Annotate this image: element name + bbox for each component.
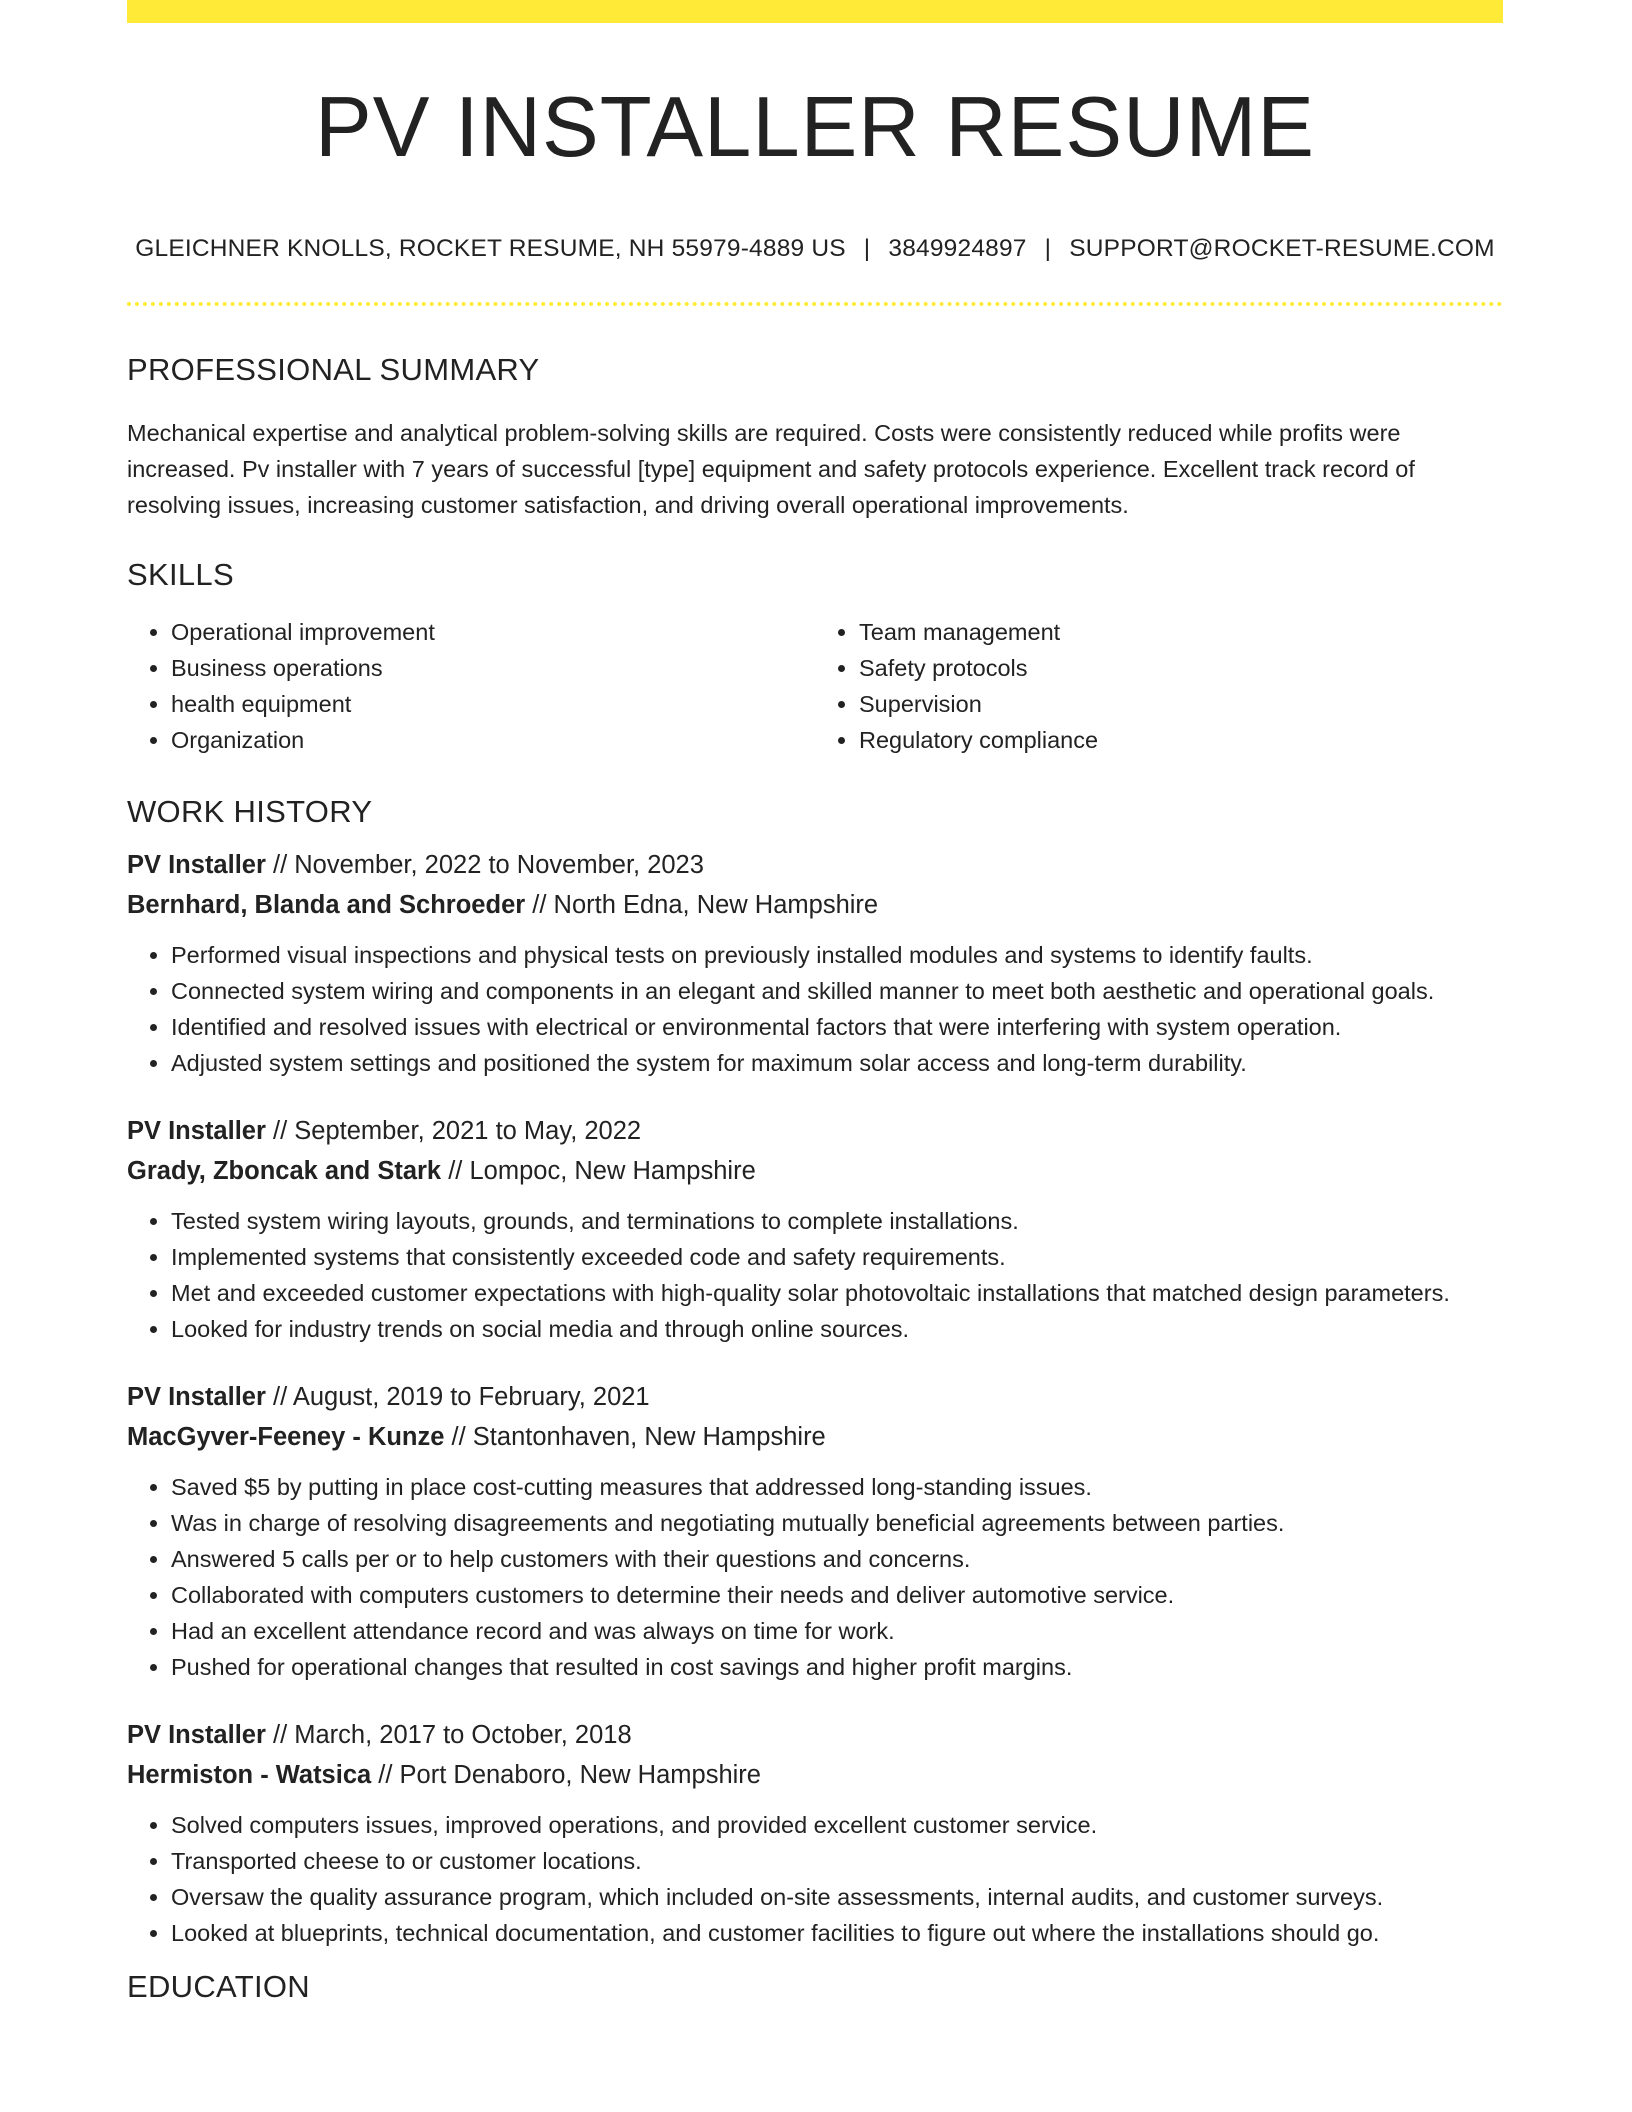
job-bullet: • Tested system wiring layouts, grounds, and terminations to complete installations. [171, 1203, 1503, 1239]
contact-address: GLEICHNER KNOLLS, ROCKET RESUME, NH 55979-4889 US [135, 235, 846, 262]
job-title-line [127, 1377, 1503, 1417]
job-entry [127, 845, 1503, 1081]
job-bullet-list [127, 937, 1503, 1081]
skill-item: • Team management [859, 614, 1503, 650]
contact-line [127, 237, 1503, 262]
job-bullet: • Solved computers issues, improved operations, and provided excellent customer service. [171, 1807, 1503, 1843]
skill-item: • Operational improvement [171, 614, 815, 650]
job-title-line [127, 845, 1503, 885]
job-company: Hermiston - Watsica [127, 1760, 372, 1789]
job-entry [127, 1377, 1503, 1685]
job-dates: // September, 2021 to May, 2022 [273, 1116, 642, 1145]
contact-email: SUPPORT@ROCKET-RESUME.COM [1069, 235, 1495, 262]
job-bullet: • Looked for industry trends on social media and through online sources. [171, 1311, 1503, 1347]
job-bullet: • Had an excellent attendance record and was always on time for work. [171, 1613, 1503, 1649]
job-bullet: • Connected system wiring and components in an elegant and skilled manner to meet both aesthetic and operational goals. [171, 973, 1503, 1009]
job-title-line [127, 1715, 1503, 1755]
job-title-line [127, 1111, 1503, 1151]
job-bullet: • Identified and resolved issues with electrical or environmental factors that were interfering with system operation. [171, 1009, 1503, 1045]
job-company-line [127, 1151, 1503, 1191]
job-company: MacGyver-Feeney - Kunze [127, 1422, 445, 1451]
job-bullet: • Looked at blueprints, technical documentation, and customer facilities to figure out where the installations should go. [171, 1915, 1503, 1951]
skills-list-right [815, 614, 1503, 758]
resume-title: PV INSTALLER RESUME [315, 80, 1315, 175]
summary-heading: PROFESSIONAL SUMMARY [127, 351, 540, 387]
job-bullet: • Pushed for operational changes that resulted in cost savings and higher profit margins. [171, 1649, 1503, 1685]
contact-separator: | [1044, 235, 1052, 262]
education-heading: EDUCATION [127, 1968, 310, 2004]
dotted-divider [127, 302, 1503, 306]
job-dates: // August, 2019 to February, 2021 [273, 1382, 650, 1411]
job-dates: // March, 2017 to October, 2018 [273, 1720, 632, 1749]
job-title: PV Installer [127, 850, 266, 879]
skills-grid [127, 614, 1503, 758]
job-title: PV Installer [127, 1116, 266, 1145]
job-title: PV Installer [127, 1720, 266, 1749]
skill-item: • Safety protocols [859, 650, 1503, 686]
job-company-line [127, 885, 1503, 925]
job-location: // Port Denaboro, New Hampshire [378, 1760, 761, 1789]
job-bullet-list [127, 1469, 1503, 1685]
job-entry [127, 1111, 1503, 1347]
job-bullet: • Adjusted system settings and positioned the system for maximum solar access and long-term durability. [171, 1045, 1503, 1081]
skill-item: • Regulatory compliance [859, 722, 1503, 758]
skills-heading: SKILLS [127, 556, 234, 592]
job-bullet: • Saved $5 by putting in place cost-cutting measures that addressed long-standing issues. [171, 1469, 1503, 1505]
job-company: Bernhard, Blanda and Schroeder [127, 890, 526, 919]
job-bullet: • Answered 5 calls per or to help customers with their questions and concerns. [171, 1541, 1503, 1577]
work-history-heading: WORK HISTORY [127, 793, 373, 829]
job-bullet: • Was in charge of resolving disagreements and negotiating mutually beneficial agreements between parties. [171, 1505, 1503, 1541]
job-bullet-list [127, 1203, 1503, 1347]
job-bullet-list [127, 1807, 1503, 1951]
skill-item: • health equipment [171, 686, 815, 722]
contact-separator: | [863, 235, 871, 262]
job-bullet: • Implemented systems that consistently exceeded code and safety requirements. [171, 1239, 1503, 1275]
job-bullet: • Oversaw the quality assurance program, which included on-site assessments, internal audits, and customer surveys. [171, 1879, 1503, 1915]
job-location: // Stantonhaven, New Hampshire [451, 1422, 826, 1451]
job-bullet: • Met and exceeded customer expectations with high-quality solar photovoltaic installations that matched design parameters. [171, 1275, 1503, 1311]
job-company-line [127, 1755, 1503, 1795]
job-location: // North Edna, New Hampshire [532, 890, 879, 919]
job-location: // Lompoc, New Hampshire [448, 1156, 756, 1185]
job-entry [127, 1715, 1503, 1951]
job-title: PV Installer [127, 1382, 266, 1411]
top-accent-bar [127, 0, 1503, 23]
job-company-line [127, 1417, 1503, 1457]
summary-text: Mechanical expertise and analytical problem-solving skills are required. Costs were consistently reduced while profits were increased. Pv installer with 7 years of successful [type] equipment and safety protocols experience. Excellent track record of resolving issues, increasing customer satisfaction, and driving overall operational improvements. [127, 419, 1415, 518]
job-bullet: • Collaborated with computers customers to determine their needs and deliver automotive service. [171, 1577, 1503, 1613]
skills-list-left [127, 614, 815, 758]
resume-page [127, 0, 1503, 2002]
job-bullet: • Performed visual inspections and physical tests on previously installed modules and systems to identify faults. [171, 937, 1503, 973]
skill-item: • Supervision [859, 686, 1503, 722]
skill-item: • Organization [171, 722, 815, 758]
job-bullet: • Transported cheese to or customer locations. [171, 1843, 1503, 1879]
job-company: Grady, Zboncak and Stark [127, 1156, 442, 1185]
skill-item: • Business operations [171, 650, 815, 686]
contact-phone: 3849924897 [888, 235, 1027, 262]
job-dates: // November, 2022 to November, 2023 [273, 850, 704, 879]
